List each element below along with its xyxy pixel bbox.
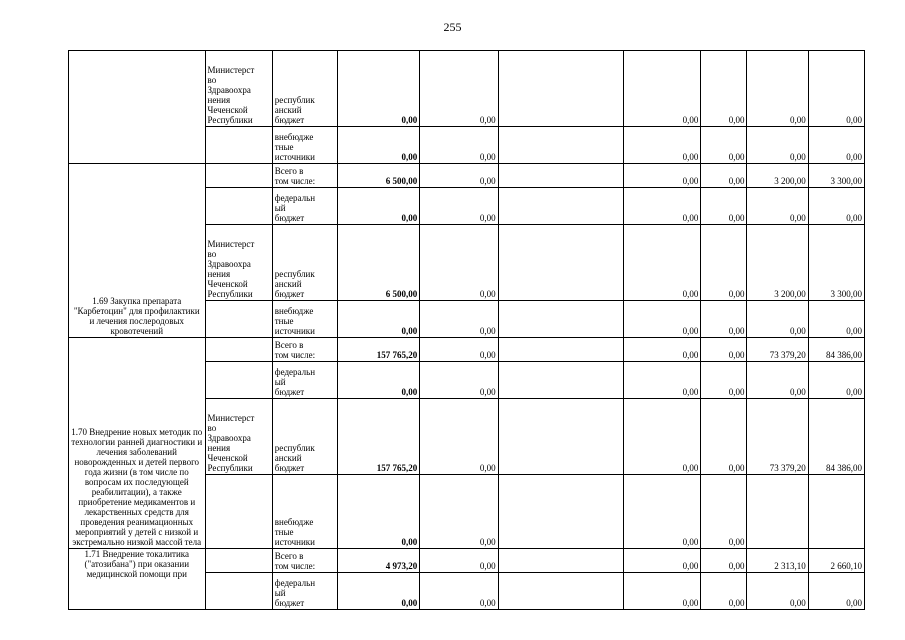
value-cell: 0,00	[420, 51, 498, 127]
executor-cell	[205, 338, 272, 362]
value-cell	[498, 127, 623, 164]
value-cell: 0,00	[808, 51, 864, 127]
cell-line: внебюдже	[274, 517, 314, 527]
cell-line: Всего в	[274, 166, 304, 176]
cell-line: анский	[274, 105, 302, 115]
value-cell: 0,00	[624, 338, 701, 362]
total-value-cell: 0,00	[337, 51, 419, 127]
value-cell	[498, 225, 623, 301]
value-cell: 0,00	[624, 475, 701, 549]
cell-line: во	[207, 423, 217, 433]
value-cell: 0,00	[808, 362, 864, 399]
funding-source-cell	[272, 301, 337, 338]
value-cell: 0,00	[420, 399, 498, 475]
page-number: 255	[443, 20, 462, 34]
value-cell	[498, 549, 623, 573]
value-cell: 2 660,10	[808, 549, 864, 573]
cell-line: федеральн	[274, 578, 316, 588]
funding-source-cell	[272, 338, 337, 362]
cell-line: республик	[274, 443, 315, 453]
value-cell: 0,00	[624, 127, 701, 164]
funding-source-cell	[272, 51, 337, 127]
value-cell: 0,00	[747, 573, 808, 610]
value-cell: 0,00	[624, 51, 701, 127]
funding-source-cell	[272, 164, 337, 188]
value-cell: 0,00	[701, 127, 747, 164]
task-cell: 1.70 Внедрение новых методик по технологии ранней диагностики и лечения заболеваний новорожденных и детей первого года жизни (в том числе по вопросам их последующей реабилитации), а также приобретение медикаментов и лекарственных средств для проведения реанимационных мероприятий у детей с низкой и экстремально низкой массой тела	[69, 338, 206, 549]
total-value-cell: 4 973,20	[337, 549, 419, 573]
value-cell	[498, 362, 623, 399]
funding-source-cell	[272, 188, 337, 225]
cell-line: тные	[274, 142, 294, 152]
cell-line: нения	[207, 269, 231, 279]
cell-line: Всего в	[274, 551, 304, 561]
table-row	[69, 51, 865, 127]
value-cell: 0,00	[420, 127, 498, 164]
cell-line: Чеченской	[207, 105, 248, 115]
total-value-cell: 6 500,00	[337, 164, 419, 188]
cell-line: Министерст	[207, 65, 255, 75]
cell-line: источники	[274, 152, 315, 162]
value-cell: 0,00	[747, 362, 808, 399]
total-value-cell: 0,00	[337, 573, 419, 610]
value-cell	[747, 475, 808, 549]
task-cell: 1.69 Закупка препарата "Карбетоцин" для профилактики и лечения послеродовых кровотечений	[69, 164, 206, 338]
funding-source-cell	[272, 573, 337, 610]
value-cell: 3 200,00	[747, 164, 808, 188]
total-value-cell: 0,00	[337, 475, 419, 549]
value-cell: 0,00	[701, 549, 747, 573]
table-row	[69, 338, 865, 362]
cell-line: том числе:	[274, 350, 316, 360]
executor-cell	[205, 399, 272, 475]
value-cell: 73 379,20	[747, 338, 808, 362]
cell-line: тные	[274, 316, 294, 326]
value-cell: 0,00	[701, 362, 747, 399]
value-cell: 0,00	[624, 549, 701, 573]
cell-line: бюджет	[274, 289, 305, 299]
cell-line: бюджет	[274, 213, 305, 223]
value-cell	[498, 188, 623, 225]
cell-line: во	[207, 249, 217, 259]
value-cell: 0,00	[420, 338, 498, 362]
cell-line: анский	[274, 453, 302, 463]
executor-cell	[205, 188, 272, 225]
value-cell	[498, 301, 623, 338]
funding-source-cell	[272, 399, 337, 475]
executor-cell	[205, 362, 272, 399]
value-cell: 0,00	[701, 164, 747, 188]
cell-line: федеральн	[274, 193, 316, 203]
total-value-cell: 6 500,00	[337, 225, 419, 301]
budget-table	[68, 50, 865, 610]
cell-line: том числе:	[274, 561, 316, 571]
value-cell: 0,00	[624, 164, 701, 188]
value-cell: 2 313,10	[747, 549, 808, 573]
cell-line: Чеченской	[207, 279, 248, 289]
cell-line: ый	[274, 377, 286, 387]
value-cell: 0,00	[701, 475, 747, 549]
value-cell	[498, 475, 623, 549]
value-cell: 0,00	[624, 188, 701, 225]
cell-line: республик	[274, 269, 315, 279]
cell-line: Здравоохра	[207, 433, 251, 443]
cell-line: том числе:	[274, 176, 316, 186]
value-cell: 3 300,00	[808, 225, 864, 301]
value-cell: 0,00	[701, 301, 747, 338]
value-cell: 0,00	[624, 573, 701, 610]
cell-line: анский	[274, 279, 302, 289]
funding-source-cell	[272, 475, 337, 549]
value-cell	[498, 164, 623, 188]
value-cell: 3 300,00	[808, 164, 864, 188]
funding-source-cell	[272, 362, 337, 399]
funding-source-cell	[272, 225, 337, 301]
cell-line: нения	[207, 95, 231, 105]
value-cell: 3 200,00	[747, 225, 808, 301]
cell-line: тные	[274, 527, 294, 537]
cell-line: Всего в	[274, 340, 304, 350]
value-cell	[498, 338, 623, 362]
value-cell: 0,00	[624, 362, 701, 399]
cell-line: ый	[274, 203, 286, 213]
value-cell: 0,00	[701, 225, 747, 301]
total-value-cell: 0,00	[337, 127, 419, 164]
value-cell: 0,00	[747, 51, 808, 127]
executor-cell	[205, 225, 272, 301]
value-cell: 0,00	[747, 188, 808, 225]
executor-cell	[205, 164, 272, 188]
cell-line: бюджет	[274, 463, 305, 473]
value-cell: 73 379,20	[747, 399, 808, 475]
cell-line: Республики	[207, 463, 253, 473]
value-cell: 0,00	[701, 573, 747, 610]
table-row	[69, 549, 865, 573]
executor-cell	[205, 573, 272, 610]
value-cell: 0,00	[420, 549, 498, 573]
task-cell: 1.71 Внедрение токалитика ("атозибана") при оказании медицинской помощи при	[69, 549, 206, 610]
value-cell: 0,00	[701, 51, 747, 127]
cell-line: бюджет	[274, 598, 305, 608]
value-cell: 0,00	[420, 164, 498, 188]
total-value-cell: 0,00	[337, 188, 419, 225]
cell-line: Чеченской	[207, 453, 248, 463]
executor-cell	[205, 549, 272, 573]
value-cell: 0,00	[808, 301, 864, 338]
executor-cell	[205, 127, 272, 164]
cell-line: Республики	[207, 115, 253, 125]
value-cell: 0,00	[624, 225, 701, 301]
executor-cell	[205, 475, 272, 549]
cell-line: во	[207, 75, 217, 85]
cell-line: источники	[274, 326, 315, 336]
total-value-cell: 0,00	[337, 301, 419, 338]
cell-line: федеральн	[274, 367, 316, 377]
value-cell: 84 386,00	[808, 399, 864, 475]
value-cell: 0,00	[624, 399, 701, 475]
value-cell: 0,00	[420, 188, 498, 225]
value-cell: 0,00	[701, 188, 747, 225]
cell-line: Здравоохра	[207, 85, 251, 95]
total-value-cell: 157 765,20	[337, 399, 419, 475]
value-cell	[498, 573, 623, 610]
value-cell	[498, 399, 623, 475]
total-value-cell: 157 765,20	[337, 338, 419, 362]
task-cell	[69, 51, 206, 164]
value-cell: 0,00	[701, 338, 747, 362]
total-value-cell: 0,00	[337, 362, 419, 399]
value-cell: 0,00	[420, 362, 498, 399]
cell-line: внебюдже	[274, 132, 314, 142]
cell-line: Здравоохра	[207, 259, 251, 269]
value-cell	[808, 475, 864, 549]
cell-line: внебюдже	[274, 306, 314, 316]
value-cell: 0,00	[420, 475, 498, 549]
value-cell: 0,00	[701, 399, 747, 475]
value-cell: 0,00	[808, 188, 864, 225]
executor-cell	[205, 51, 272, 127]
value-cell: 0,00	[420, 225, 498, 301]
value-cell: 0,00	[808, 127, 864, 164]
value-cell	[498, 51, 623, 127]
value-cell: 0,00	[420, 573, 498, 610]
cell-line: Министерст	[207, 239, 255, 249]
value-cell: 0,00	[420, 301, 498, 338]
cell-line: источники	[274, 537, 315, 547]
value-cell: 0,00	[808, 573, 864, 610]
cell-line: бюджет	[274, 387, 305, 397]
cell-line: Республики	[207, 289, 253, 299]
cell-line: нения	[207, 443, 231, 453]
funding-source-cell	[272, 127, 337, 164]
cell-line: бюджет	[274, 115, 305, 125]
cell-line: республик	[274, 95, 315, 105]
executor-cell	[205, 301, 272, 338]
value-cell: 84 386,00	[808, 338, 864, 362]
cell-line: ый	[274, 588, 286, 598]
table-row	[69, 164, 865, 188]
funding-source-cell	[272, 549, 337, 573]
value-cell: 0,00	[624, 301, 701, 338]
value-cell: 0,00	[747, 127, 808, 164]
cell-line: Министерст	[207, 413, 255, 423]
value-cell: 0,00	[747, 301, 808, 338]
